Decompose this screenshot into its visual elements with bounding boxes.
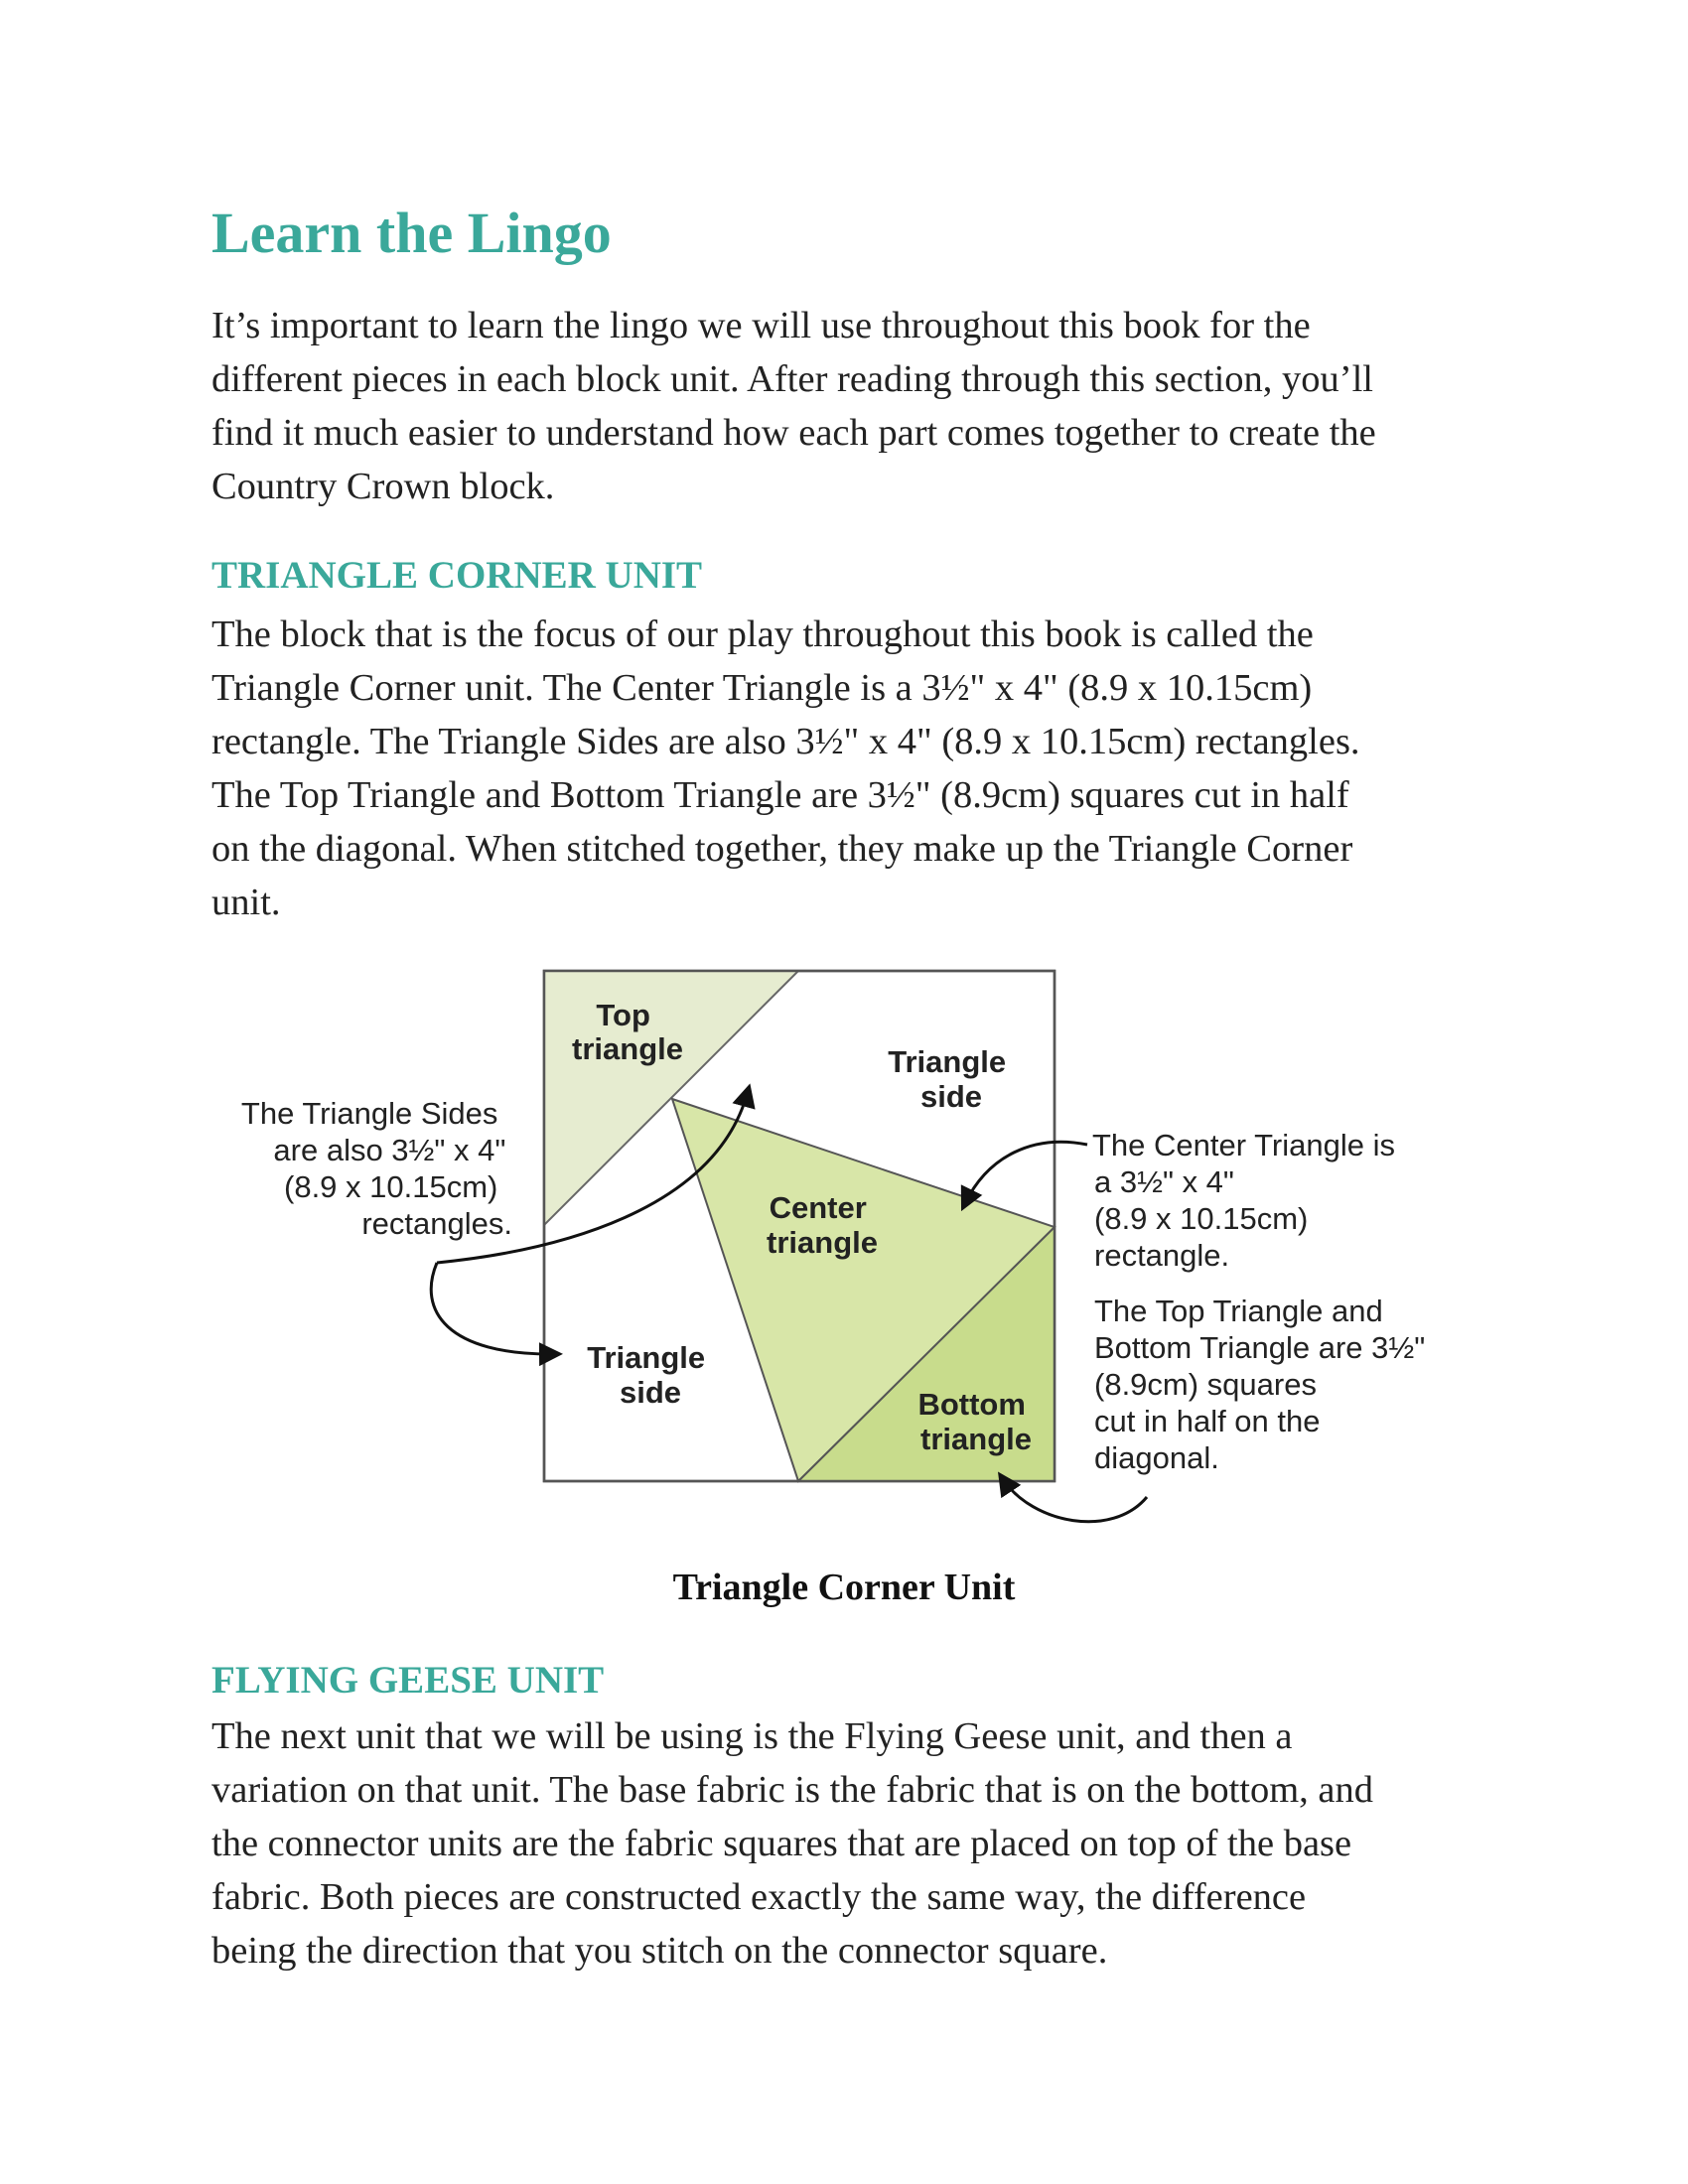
triangle-side-top-label: Triangle side xyxy=(888,1044,1007,1114)
triangle-corner-line: Triangle Corner unit. The Center Triangle is a 3½" x 4" (8.9 x 10.15cm) xyxy=(211,667,1313,709)
page-title: Learn the Lingo xyxy=(211,201,612,265)
triangle-corner-line: The block that is the focus of our play throughout this book is called the xyxy=(211,614,1314,655)
triangle-corner-line: The Top Triangle and Bottom Triangle are 3½" (8.9cm) squares cut in half xyxy=(211,774,1349,816)
triangle-corner-paragraph xyxy=(211,608,1502,929)
triangle-side-left-label: Triangle side xyxy=(587,1340,706,1410)
flying-geese-heading: FLYING GEESE UNIT xyxy=(211,1659,605,1702)
intro-line: It’s important to learn the lingo we will use throughout this book for the xyxy=(211,305,1311,346)
triangle-corner-line: on the diagonal. When stitched together, they make up the Triangle Corner xyxy=(211,828,1353,870)
intro-line: find it much easier to understand how each part comes together to create the xyxy=(211,412,1376,454)
top-triangle-label: Top triangle xyxy=(572,998,683,1066)
flying-geese-paragraph xyxy=(211,1709,1502,1978)
diagram-caption: Triangle Corner Unit xyxy=(672,1567,1016,1608)
triangle-sides-note: The Triangle Sides are also 3½" x 4" (8.9 x 10.15cm) rectangles. xyxy=(240,1096,512,1241)
flying-geese-line: The next unit that we will be using is the Flying Geese unit, and then a xyxy=(211,1715,1293,1757)
flying-geese-line: fabric. Both pieces are constructed exactly the same way, the difference xyxy=(211,1876,1307,1918)
arrow-to-left-triangle-side xyxy=(431,1263,554,1354)
top-bottom-triangle-note: The Top Triangle and Bottom Triangle are 3½" (8.9cm) squares cut in half on the diagonal. xyxy=(1094,1294,1426,1475)
flying-geese-line: being the direction that you stitch on the connector square. xyxy=(211,1930,1108,1972)
intro-line: Country Crown block. xyxy=(211,466,555,507)
triangle-corner-line: rectangle. The Triangle Sides are also 3½" x 4" (8.9 x 10.15cm) rectangles. xyxy=(211,721,1360,762)
intro-line: different pieces in each block unit. After reading through this section, you’ll xyxy=(211,358,1374,400)
intro-paragraph xyxy=(211,299,1502,513)
arrow-to-bottom-triangle xyxy=(1003,1479,1147,1522)
center-triangle-label: Center triangle xyxy=(767,1190,878,1260)
flying-geese-line: the connector units are the fabric squares that are placed on top of the base xyxy=(211,1823,1352,1864)
flying-geese-line: variation on that unit. The base fabric is the fabric that is on the bottom, and xyxy=(211,1769,1374,1811)
triangle-corner-line: unit. xyxy=(211,882,281,923)
bottom-triangle-label: Bottom triangle xyxy=(917,1387,1032,1456)
triangle-corner-heading: TRIANGLE CORNER UNIT xyxy=(211,554,703,597)
center-triangle-note: The Center Triangle is a 3½" x 4" (8.9 x 10.15cm) rectangle. xyxy=(1092,1128,1395,1273)
triangle-corner-diagram xyxy=(199,953,1489,1549)
